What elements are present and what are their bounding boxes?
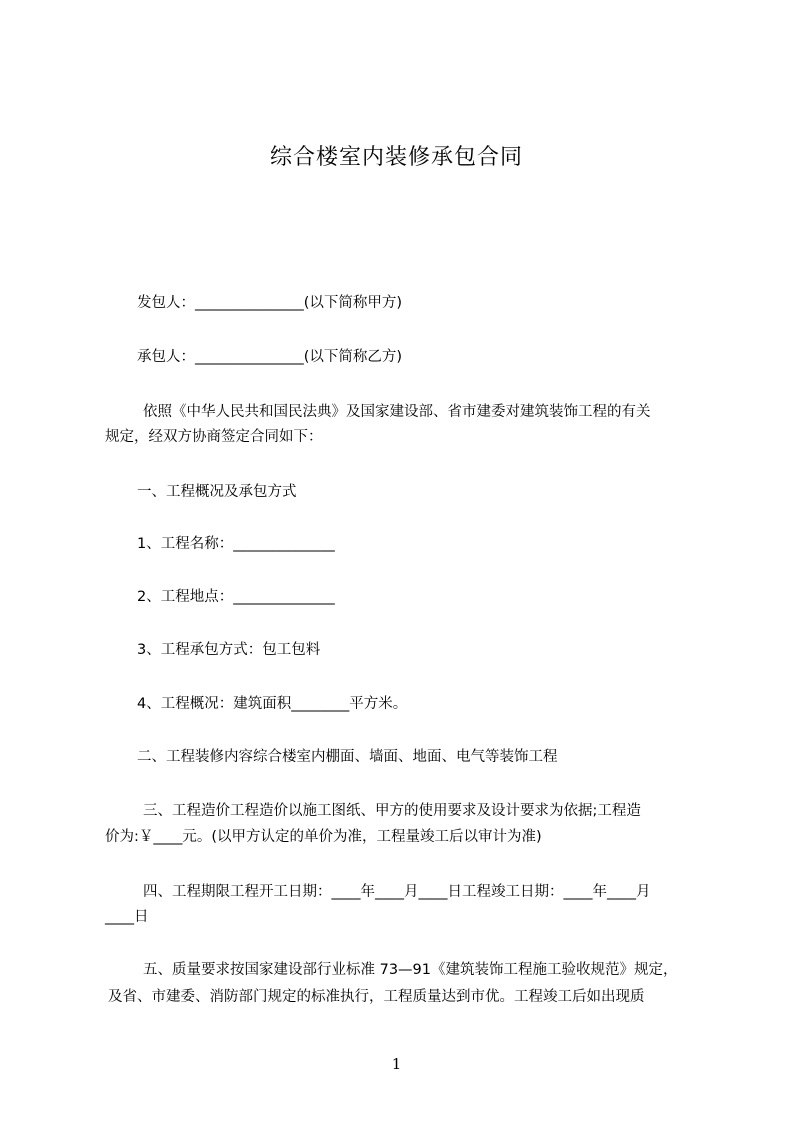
project-name-item: 1、工程名称：______________ — [137, 536, 335, 552]
project-overview-item: 4、工程概况：建筑面积________平方米。 — [137, 696, 408, 712]
section-4-line-1: 四、工程期限工程开工日期：____年____月____日工程竣工日期：____年____月 — [143, 884, 651, 900]
section-4-line-2: ____日 — [105, 909, 149, 925]
section-1-heading: 一、工程概况及承包方式 — [137, 484, 297, 500]
project-location-item: 2、工程地点：______________ — [137, 589, 335, 605]
section-5-line-2: 及省、市建委、消防部门规定的标准执行，工程质量达到市优。工程竣工后如出现质 — [108, 989, 645, 1005]
party-a-line: 发包人：_______________(以下简称甲方) — [137, 295, 403, 311]
party-b-line: 承包人：_______________(以下简称乙方) — [137, 349, 403, 365]
page-number: 1 — [391, 1055, 402, 1073]
section-2-paragraph: 二、工程装修内容综合楼室内棚面、墙面、地面、电气等装饰工程 — [137, 749, 558, 765]
section-3-line-1: 三、工程造价工程造价以施工图纸、甲方的使用要求及设计要求为依据;工程造 — [143, 803, 641, 819]
preamble-line-2: 规定，经双方协商签定合同如下： — [105, 429, 323, 445]
section-5-line-1: 五、质量要求按国家建设部行业标准 73—91《建筑装饰工程施工验收规范》规定， — [143, 962, 678, 978]
contract-method-item: 3、工程承包方式：包工包料 — [137, 642, 321, 658]
preamble-line-1: 依照《中华人民共和国民法典》及国家建设部、省市建委对建筑装饰工程的有关 — [143, 404, 651, 420]
section-3-line-2: 价为:￥____元。(以甲方认定的单价为准，工程量竣工后以审计为准) — [105, 829, 542, 845]
document-title: 综合楼室内装修承包合同 — [269, 145, 523, 170]
